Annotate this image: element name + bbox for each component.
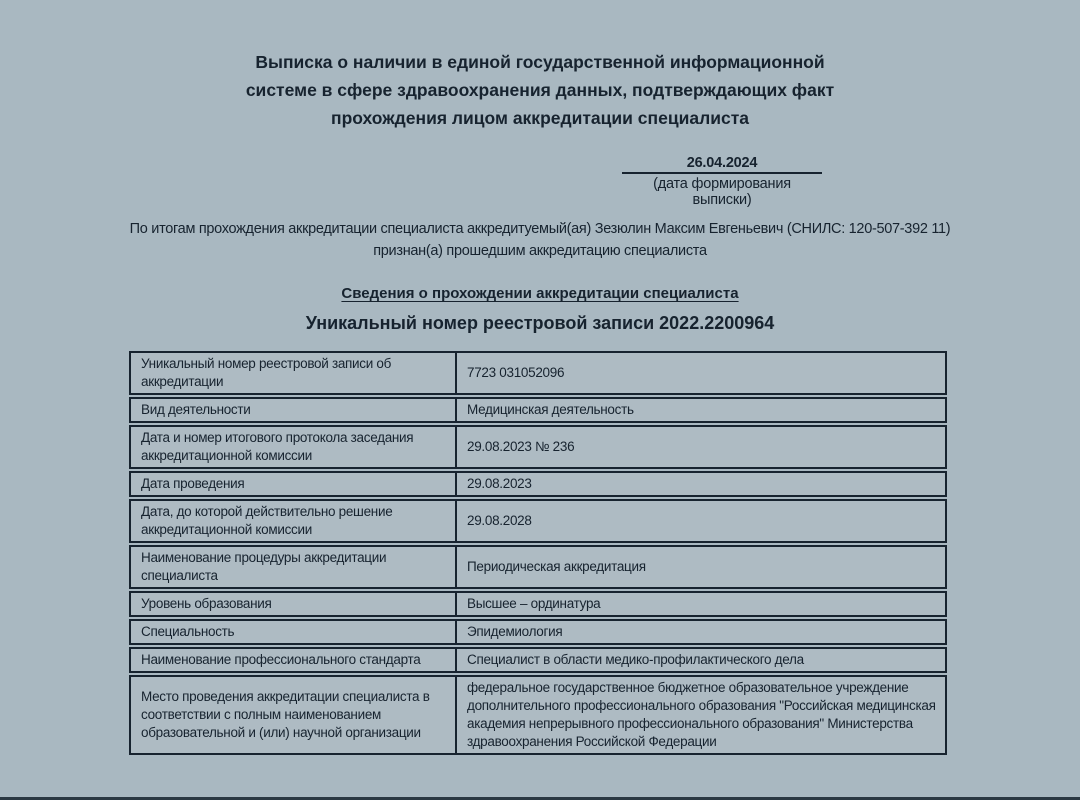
- table-row: [129, 499, 947, 543]
- record-number-heading: Уникальный номер реестровой записи 2022.2200964: [305, 313, 775, 333]
- table-row-label: Специальность: [131, 621, 457, 643]
- table-row-label: Уникальный номер реестровой записи об аккредитации: [131, 353, 457, 393]
- table-row-label: Место проведения аккредитации специалиста в соответствии с полным наименованием образовательной и (или) научной организации: [131, 677, 457, 753]
- table-row: [129, 591, 947, 617]
- issue-date-caption: (дата формирования выписки): [653, 176, 791, 208]
- table-row-value: Специалист в области медико-профилактического дела: [467, 652, 804, 667]
- document-title-line: прохождения лицом аккредитации специалиста: [331, 108, 749, 128]
- table-row-value: 29.08.2028: [467, 513, 532, 528]
- table-row: [129, 675, 947, 755]
- table-row-label: Дата проведения: [131, 473, 457, 495]
- table-row: [129, 397, 947, 423]
- table-row: [129, 471, 947, 497]
- document-title: [0, 48, 1080, 132]
- intro-line: По итогам прохождения аккредитации специалиста аккредитуемый(ая) Зезюлин Максим Евгеньевич (СНИЛС: 120-507-392 11): [129, 221, 951, 237]
- table-row-value: 7723 031052096: [467, 365, 565, 380]
- table-row: [129, 351, 947, 395]
- issue-date-block: [622, 155, 822, 208]
- accreditation-table: [129, 351, 947, 757]
- issue-date: 26.04.2024: [622, 155, 822, 174]
- table-row: [129, 647, 947, 673]
- table-row-label: Вид деятельности: [131, 399, 457, 421]
- table-row-label: Уровень образования: [131, 593, 457, 615]
- table-row-label: Наименование профессионального стандарта: [131, 649, 457, 671]
- intro-paragraph: [100, 218, 980, 262]
- table-row: [129, 545, 947, 589]
- document-title-line: системе в сфере здравоохранения данных, подтверждающих факт: [245, 80, 835, 100]
- table-row-label: Дата и номер итогового протокола заседания аккредитационной комиссии: [131, 427, 457, 467]
- table-row-value: Эпидемиология: [467, 624, 563, 639]
- table-row-value: федеральное государственное бюджетное образовательное учреждение дополнительного профессионального образования "Российская медицинская академия непрерывного профессионального образования" Министерства здравоохранения Российской Федерации: [467, 680, 936, 749]
- table-row-value: 29.08.2023 № 236: [467, 439, 575, 454]
- table-row-label: Наименование процедуры аккредитации специалиста: [131, 547, 457, 587]
- table-row: [129, 425, 947, 469]
- section-heading: Сведения о прохождении аккредитации специалиста: [341, 285, 739, 302]
- table-row: [129, 619, 947, 645]
- table-row-value: Периодическая аккредитация: [467, 559, 646, 574]
- table-row-label: Дата, до которой действительно решение аккредитационной комиссии: [131, 501, 457, 541]
- table-row-value: 29.08.2023: [467, 476, 532, 491]
- table-row-value: Высшее – ординатура: [467, 596, 601, 611]
- document-title-line: Выписка о наличии в единой государственной информационной: [255, 52, 825, 72]
- intro-line: признан(а) прошедшим аккредитацию специалиста: [373, 243, 707, 259]
- table-row-value: Медицинская деятельность: [467, 402, 634, 417]
